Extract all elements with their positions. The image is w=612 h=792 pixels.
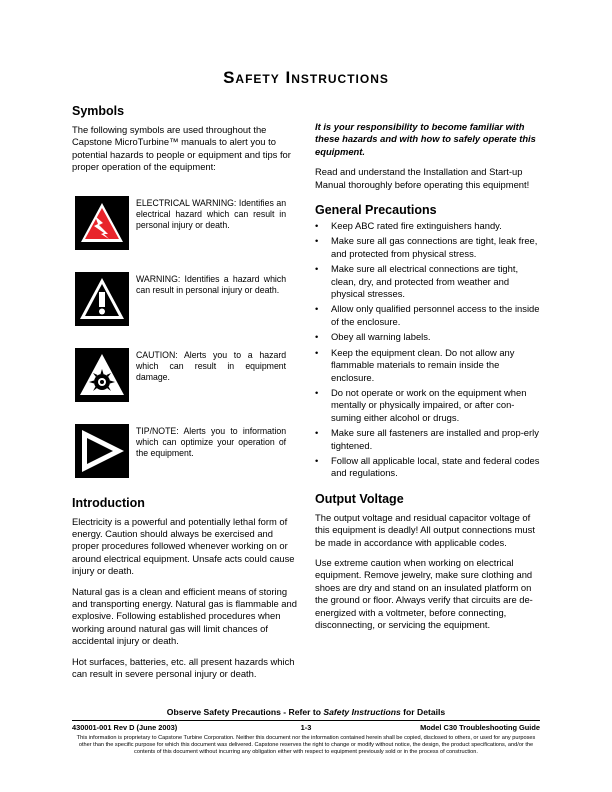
guide-title: Model C30 Troubleshooting Guide: [420, 723, 540, 732]
proprietary-disclaimer: This information is proprietary to Capstone Turbine Corporation. Neither this document nor the information contained herein shall be copied, disclosed to others, or used for any purposes other than the specific purpose for which this document was delivered. Capstone reserves the right to change or modify without notice, the design, the product specifications, and/or the contents of this document without incurring any obligation either with respect to equipment previously sold or in the process of construction.: [76, 735, 536, 755]
footer-note-italic: Safety Instructions: [323, 707, 401, 717]
symbol-tip-note: [72, 424, 298, 490]
list-item: • Make sure all electrical connections are tight, clean, dry, and protected from weather and physical stresses.: [315, 263, 541, 300]
responsibility-statement: It is your responsibility to become familiar with these hazards and with how to safely operate this equipment.: [315, 121, 536, 157]
doc-number: 430001-001 Rev D (June 2003): [72, 723, 178, 732]
caution-icon: [75, 348, 129, 402]
electrical-warning-icon: [75, 196, 129, 250]
output-voltage-heading: Output Voltage: [315, 491, 404, 506]
page-number: 1-3: [300, 723, 312, 732]
tip-note-icon: [75, 424, 129, 478]
list-item: • Do not operate or work on the equipment when mentally or physically impaired, or after con-suming either alcohol or drugs.: [315, 387, 541, 424]
page-title: Safety Instructions: [223, 68, 389, 87]
caution-text: CAUTION: Alerts you to a hazard which can result in equipment damage.: [136, 349, 287, 383]
footer-info: [72, 723, 540, 735]
list-item: • Keep the equipment clean. Do not allow any flammable materials to remain inside the enclosure.: [315, 347, 541, 384]
list-item: • Follow all applicable local, state and federal codes and regulations.: [315, 455, 541, 480]
footer-divider: [72, 720, 540, 721]
introduction-heading: Introduction: [72, 495, 145, 510]
introduction-paragraph: Natural gas is a clean and efficient means of storing and transporting energy. Natural gas is flammable and explosive. Following established procedures when working around natural gas will limit chances of accidental injury or death.: [72, 585, 297, 647]
right-column: [315, 121, 541, 639]
symbols-intro: The following symbols are used throughout the Capstone MicroTurbine™ manuals to alert you to potential hazards to people or equipment and tips for proper operation of the equipment:: [72, 124, 291, 173]
list-item: • Keep ABC rated fire extinguishers handy.: [315, 220, 541, 232]
symbol-warning: [72, 272, 298, 338]
symbols-heading: Symbols: [72, 104, 125, 118]
symbol-electrical-warning: [72, 196, 298, 262]
symbol-caution: [72, 348, 298, 414]
introduction-paragraph: Electricity is a powerful and potentially lethal form of energy. Caution should always be exercised and proper procedures followed whenever working on or around electrical equipment. Unsafe acts could cause injury or death.: [72, 515, 295, 577]
warning-text: WARNING: Identifies a hazard which can result in personal injury or death.: [136, 273, 287, 296]
tip-note-text: TIP/NOTE: Alerts you to information which can optimize your operation of the equipment.: [136, 425, 287, 459]
footer-note-suffix: for Details: [400, 707, 446, 717]
warning-icon: [75, 272, 129, 326]
electrical-warning-text: ELECTRICAL WARNING: Identifies an electrical hazard which can result in personal injury or death.: [136, 197, 287, 231]
list-item: • Make sure all gas connections are tight, leak free, and protected from physical stress.: [315, 235, 541, 260]
safety-footer-note: [0, 707, 612, 717]
list-item: • Allow only qualified personnel access to the inside of the enclosure.: [315, 303, 541, 328]
list-item: • Make sure all fasteners are installed and prop-erly tightened.: [315, 427, 541, 452]
introduction-paragraph: Hot surfaces, batteries, etc. all present hazards which can result in severe personal injury or death.: [72, 655, 295, 680]
left-column: [72, 104, 298, 689]
general-precautions-heading: General Precautions: [315, 203, 437, 218]
output-voltage-paragraph: Use extreme caution when working on electrical equipment. Remove jewelry, make sure clothing and shoes are dry and stand on an insulated platform on the ground or floor. Always verify that circuits are de- energized with a voltmeter, before connecting, disconnecting, or servicing the equipment.: [315, 556, 533, 630]
list-item: • Obey all warning labels.: [315, 331, 541, 343]
footer-note-prefix: Observe Safety Precautions - Refer to: [166, 707, 324, 717]
output-voltage-paragraph: The output voltage and residual capacitor voltage of this equipment is deadly! All output connections must be made in accordance with applicable codes.: [315, 511, 535, 548]
general-precautions-list: [315, 220, 541, 480]
responsibility-text: Read and understand the Installation and Start-up Manual thoroughly before operating this equipment!: [315, 166, 530, 190]
